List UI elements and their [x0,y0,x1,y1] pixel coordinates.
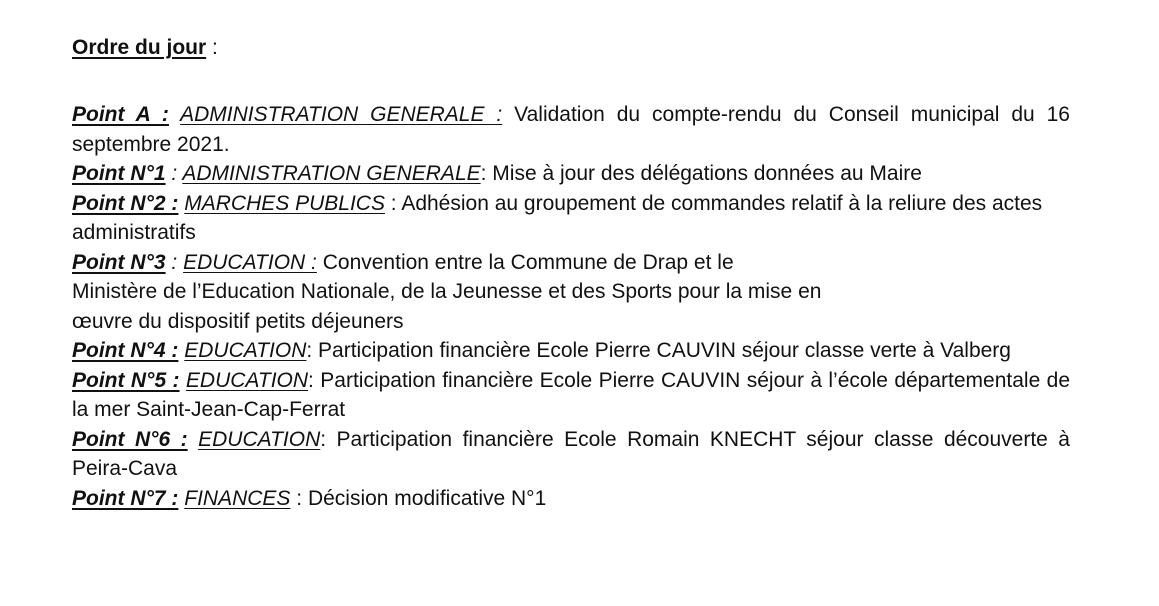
agenda-item-label: Point N°6 : [72,427,188,451]
agenda-item-3: Point N°3 : EDUCATION : Convention entre la Commune de Drap et le Ministère de l’Education Nationale, de la Jeunesse et des Sports pour la mise en œuvre du dispositif petits déjeuners [72,248,1070,337]
document-page [72,33,1070,513]
agenda-heading-suffix: : [206,36,218,59]
agenda-item-1: Point N°1 : ADMINISTRATION GENERALE: Mise à jour des délégations données au Maire [72,162,922,185]
agenda-item-text-line-2: Ministère de l’Education Nationale, de la Jeunesse et des Sports pour la mise en [72,280,822,303]
agenda-item-text: : Mise à jour des délégations données au Maire [480,162,922,185]
agenda-item-text: : Adhésion au groupement de commandes relatif à la reliure des actes administratifs [72,191,1043,244]
agenda-item-label: Point N°5 : [72,368,180,392]
agenda-item-category: FINANCES [184,486,291,510]
heading-spacer [72,63,1070,100]
agenda-item-label: Point A : [72,103,169,126]
agenda-item-category: EDUCATION : [183,250,317,274]
agenda-item-text: : Participation financière Ecole Romain KNECHT séjour classe découverte à Peira-Cava [72,427,1070,480]
agenda-item-5 [72,366,1070,425]
agenda-item-7 [72,484,1070,514]
agenda-item-category: ADMINISTRATION GENERALE [182,162,481,185]
agenda-item-category: ADMINISTRATION GENERALE : [180,103,503,126]
agenda-item-4 [72,336,1070,366]
agenda-item-text-line-3: œuvre du dispositif petits déjeuners [72,309,404,333]
agenda-item-label: Point N°1 [72,162,166,185]
agenda-item-2 [72,189,1070,248]
agenda-item-category: EDUCATION [184,339,307,362]
agenda-item-text: : Participation financière Ecole Pierre CAUVIN séjour classe verte à Valberg [306,339,1011,362]
agenda-item-text: Validation du compte-rendu du Conseil municipal du 16 septembre 2021. [72,103,1070,156]
agenda-item-label: Point N°3 [72,250,166,274]
agenda-heading-title: Ordre du jour [72,36,207,59]
agenda-item-label: Point N°2 : [72,191,179,215]
agenda-heading [72,33,1070,63]
agenda-item-category: MARCHES PUBLICS [184,191,385,215]
agenda-item-label: Point N°7 : [72,486,179,510]
agenda-item-category: EDUCATION [185,368,309,392]
agenda-item-category: EDUCATION [198,427,321,451]
agenda-item-a [72,100,1070,159]
agenda-item-label: Point N°4 : [72,339,179,362]
agenda-item-text: : Décision modificative N°1 [290,486,547,510]
agenda-item-text: : Participation financière Ecole Pierre CAUVIN séjour à l’école départementale de la mer Saint-Jean-Cap-Ferrat [72,368,1071,421]
agenda-item-6 [72,425,1070,484]
agenda-item-text-line-1: Convention entre la Commune de Drap et le [316,250,734,274]
